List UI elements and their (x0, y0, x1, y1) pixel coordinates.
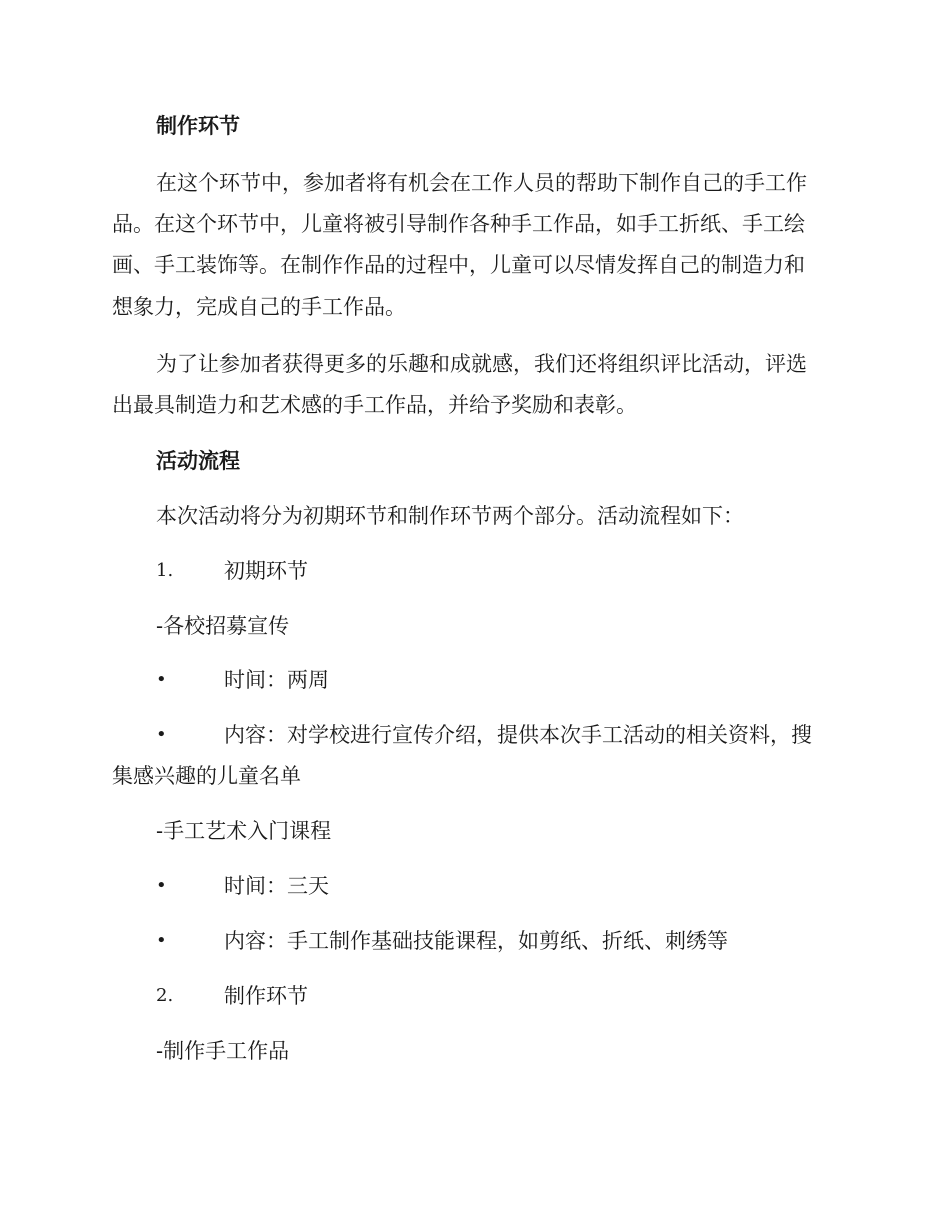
bullet-icon: • (156, 930, 167, 951)
sub-item-label: -制作手工作品 (156, 1039, 290, 1063)
bullet-text: 内容：手工制作基础技能课程，如剪纸、折纸、刺绣等 (224, 929, 728, 953)
paragraph-line: 想象力，完成自己的手工作品。 (112, 295, 406, 319)
list-number: 2. (156, 985, 174, 1006)
bullet-text: 时间：两周 (224, 668, 329, 692)
list-item-title: 初期环节 (224, 559, 308, 583)
bullet-text: 内容：对学校进行宣传介绍，提供本次手工活动的相关资料，搜 (224, 723, 812, 747)
list-number: 1. (156, 560, 174, 581)
paragraph-line: 出最具制造力和艺术感的手工作品，并给予奖励和表彰。 (112, 393, 637, 417)
paragraph-line: 画、手工装饰等。在制作作品的过程中，儿童可以尽情发挥自己的制造力和 (112, 253, 805, 277)
paragraph-line: 为了让参加者获得更多的乐趣和成就感，我们还将组织评比活动，评选 (156, 352, 807, 376)
bullet-icon: • (156, 875, 167, 896)
section-heading-production: 制作环节 (156, 114, 240, 138)
bullet-text: 时间：三天 (224, 874, 329, 898)
sub-item-label: -各校招募宣传 (156, 614, 290, 638)
section-heading-process: 活动流程 (156, 449, 240, 473)
bullet-icon: • (156, 724, 167, 745)
paragraph-line: 品。在这个环节中，儿童将被引导制作各种手工作品，如手工折纸、手工绘 (112, 212, 805, 236)
bullet-text-continuation: 集感兴趣的儿童名单 (112, 764, 301, 788)
process-intro: 本次活动将分为初期环节和制作环节两个部分。活动流程如下： (156, 504, 744, 528)
bullet-icon: • (156, 669, 167, 690)
list-item-title: 制作环节 (224, 984, 308, 1008)
sub-item-label: -手工艺术入门课程 (156, 819, 332, 843)
paragraph-line: 在这个环节中，参加者将有机会在工作人员的帮助下制作自己的手工作 (156, 171, 807, 195)
